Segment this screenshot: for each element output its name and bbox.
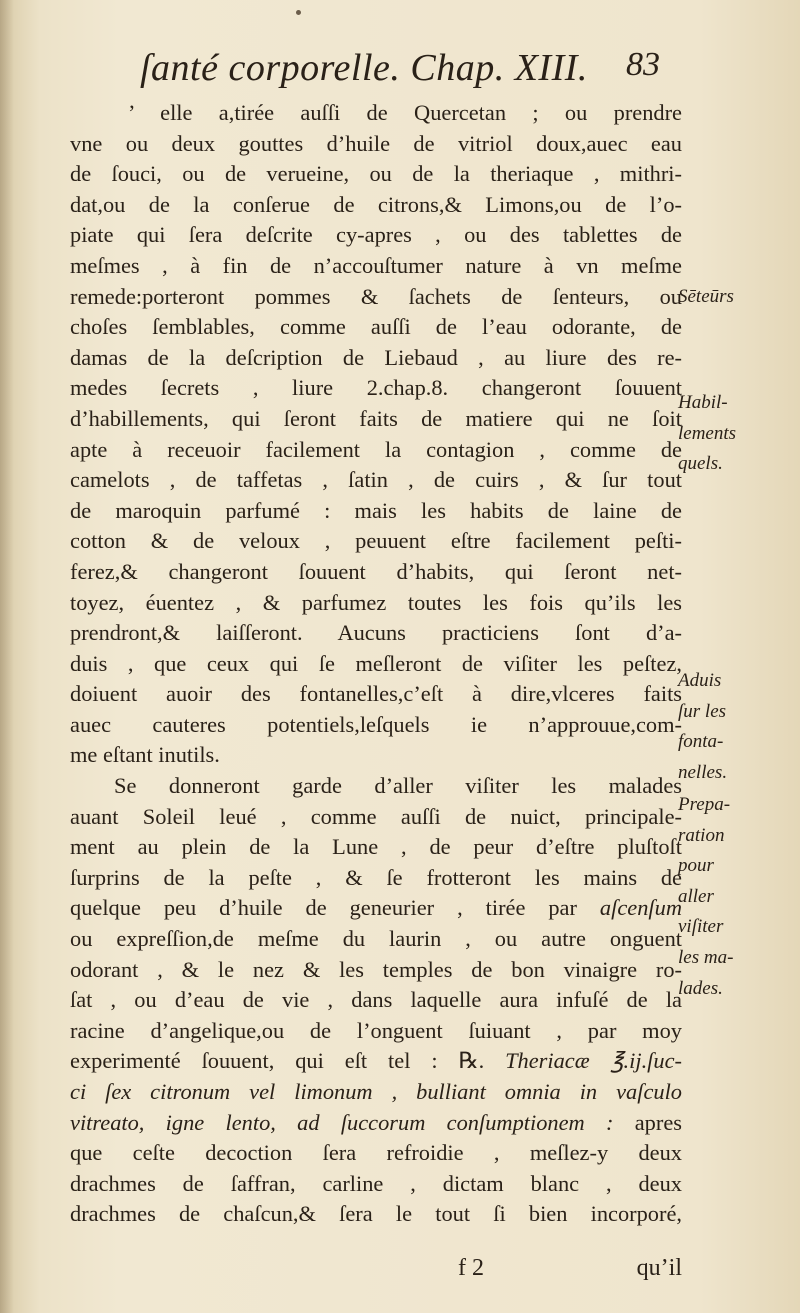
text-line: piate qui ſera deſcrite cy-apres , ou des tablettes de bbox=[70, 222, 682, 248]
text-segment: vitreato, igne lento, ad ſuccorum conſumptionem : bbox=[70, 1109, 614, 1135]
text-line: prendront,& laiſſeront. Aucuns practiciens ſont d’a- bbox=[70, 620, 682, 646]
text-line: ou expreſſion,de meſme du laurin , ou autre onguent bbox=[70, 926, 682, 952]
text-line: ment au plein de la Lune , de peur d’eſtre pluſtoſt bbox=[70, 834, 682, 860]
text-line: cotton & de veloux , peuuent eſtre facilement peſti- bbox=[70, 528, 682, 554]
text-line: odorant , & le nez & les temples de bon vinaigre ro- bbox=[70, 956, 682, 982]
text-line: ci ſex citronum vel limonum , bulliant omnia in vaſculo bbox=[70, 1079, 682, 1104]
text-line: dat,ou de la conſerue de citrons,& Limons,ou de l’o- bbox=[70, 191, 682, 217]
margin-note-aduis bbox=[678, 666, 796, 788]
margin-note-line: pour bbox=[678, 855, 714, 877]
margin-note-line: Sēteūrs bbox=[678, 286, 734, 307]
running-title: ſanté corporelle. Chap. XIII. bbox=[140, 47, 588, 89]
text-line: ferez,& changeront ſouuent d’habits, qui ſeront net- bbox=[70, 558, 682, 584]
margin-note-line: viſiter bbox=[678, 916, 724, 938]
recipe-sign: ℞. bbox=[458, 1048, 485, 1074]
margin-note-preparation bbox=[678, 790, 796, 1004]
text-line: remede:porteront pommes & ſachets de ſenteurs, ou bbox=[70, 283, 682, 309]
margin-note-line: aller bbox=[678, 885, 714, 907]
text-segment: quelque peu d’huile de geneurier , tirée par bbox=[70, 895, 577, 921]
recipe-text: Theriacæ ℥.ij.ſuc- bbox=[505, 1048, 682, 1074]
text-segment: apres bbox=[634, 1109, 682, 1135]
text-line: d’habillements, qui ſeront faits de matiere qui ne ſoit bbox=[70, 405, 682, 431]
text-line: duis , que ceux qui ſe meſleront de viſiter les peſtez, bbox=[70, 650, 682, 676]
signature-mark: f 2 bbox=[458, 1255, 484, 1281]
page-number: 83 bbox=[626, 46, 660, 83]
text-line bbox=[70, 1046, 682, 1077]
text-line: ſat , ou d’eau de vie , dans laquelle aura infuſé de la bbox=[70, 987, 682, 1013]
text-line: meſmes , à fin de n’accouſtumer nature à vn meſme bbox=[70, 252, 682, 278]
margin-note-line: nelles. bbox=[678, 761, 728, 783]
text-line: doiuent auoir des fontanelles,c’eſt à dire,vlceres faits bbox=[70, 681, 682, 707]
margin-note-line: lements bbox=[678, 422, 737, 444]
page-edge-shadow bbox=[0, 0, 14, 1313]
text-line: auec cauteres potentiels,leſquels ie n’approuue,com- bbox=[70, 711, 682, 737]
text-line bbox=[70, 893, 682, 924]
margin-note-line: lades. bbox=[678, 977, 723, 999]
margin-note-senteurs bbox=[678, 282, 796, 313]
text-line: Se donneront garde d’aller viſiter les malades bbox=[114, 773, 682, 799]
text-line: drachmes de ſaffran, carline , dictam blanc , deux bbox=[70, 1170, 682, 1196]
text-line: choſes ſemblables, comme auſſi de l’eau odorante, de bbox=[70, 314, 682, 340]
margin-note-line: Prepa- bbox=[678, 794, 731, 815]
catchword: qu’il bbox=[636, 1255, 682, 1281]
margin-note-habillements bbox=[678, 388, 796, 480]
text-line: de ſouci, ou de verueine, ou de la theriaque , mithri- bbox=[70, 161, 682, 187]
text-line: ’ elle a,tirée auſſi de Quercetan ; ou prendre bbox=[128, 100, 682, 125]
body-text bbox=[70, 98, 682, 1230]
margin-note-line: Habil- bbox=[678, 392, 728, 413]
text-line: apte à receuoir facilement la contagion , comme de bbox=[70, 436, 682, 462]
text-line: camelots , de taffetas , ſatin , de cuirs , & ſur tout bbox=[70, 467, 682, 493]
text-line: toyez, éuentez , & parfumez toutes les fois qu’ils les bbox=[70, 589, 682, 615]
italic-word: aſcenſum bbox=[599, 895, 682, 921]
text-line: drachmes de chaſcun,& ſera le tout ſi bien incorporé, bbox=[70, 1201, 682, 1227]
page-footer bbox=[70, 1255, 682, 1289]
margin-note-line: ration bbox=[678, 824, 725, 846]
text-line: racine d’angelique,ou de l’onguent ſuiuant , par moy bbox=[70, 1017, 682, 1043]
margin-note-line: ſur les bbox=[678, 700, 727, 722]
text-line: medes ſecrets , liure 2.chap.8. changeront ſouuent bbox=[70, 375, 682, 401]
margin-note-line: les ma- bbox=[678, 946, 734, 968]
text-line bbox=[70, 1108, 682, 1139]
text-line: me eſtant inutils. bbox=[70, 742, 220, 768]
margin-note-line: Aduis bbox=[678, 670, 722, 691]
ink-dot bbox=[296, 10, 301, 15]
text-segment: experimenté ſouuent, qui eſt tel : bbox=[70, 1048, 438, 1074]
page-header bbox=[140, 46, 660, 96]
text-line: vne ou deux gouttes d’huile de vitriol doux,auec eau bbox=[70, 130, 682, 156]
text-line: auant Soleil leué , comme auſſi de nuict, principale- bbox=[70, 803, 682, 829]
text-line: ſurprins de la peſte , & ſe frotteront les mains de bbox=[70, 864, 682, 890]
text-line: que ceſte decoction ſera refroidie , meſlez-y deux bbox=[70, 1140, 682, 1166]
margin-note-line: quels. bbox=[678, 453, 723, 475]
text-line: de maroquin parfumé : mais les habits de laine de bbox=[70, 497, 682, 523]
text-line: damas de la deſcription de Liebaud , au liure des re- bbox=[70, 344, 682, 370]
margin-note-line: fonta- bbox=[678, 731, 724, 753]
